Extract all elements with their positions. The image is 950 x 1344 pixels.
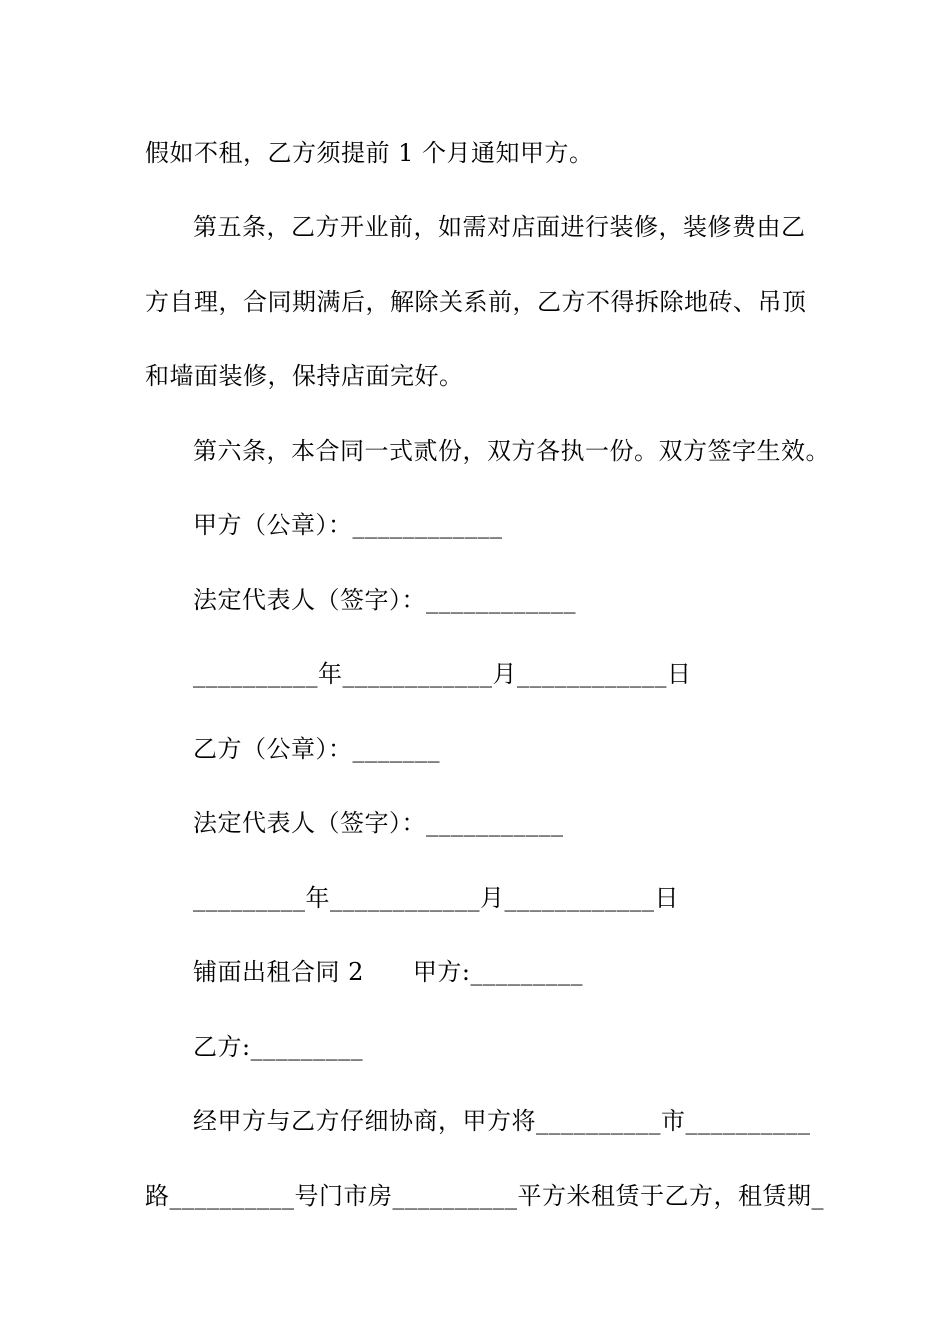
text-line-3: 方自理，合同期满后，解除关系前，乙方不得拆除地砖、吊顶 (145, 288, 807, 316)
text-line-1: 假如不租，乙方须提前 1 个月通知甲方。 (145, 139, 594, 167)
party-a-representative-line: 法定代表人（签字）：____________ (193, 586, 576, 614)
party-a-date-line: __________年____________月____________日 (193, 660, 692, 688)
contract-2-title-line: 铺面出租合同 2 甲方:_________ (193, 958, 583, 986)
text-line-2: 第五条，乙方开业前，如需对店面进行装修，装修费由乙 (193, 213, 806, 241)
party-b-seal-line: 乙方（公章）：_______ (193, 735, 440, 763)
party-a-seal-line: 甲方（公章）：____________ (193, 511, 503, 539)
text-line-14: 经甲方与乙方仔细协商，甲方将__________市__________ (193, 1107, 811, 1135)
contract-2-party-b-line: 乙方:_________ (193, 1033, 364, 1061)
text-line-15: 路__________号门市房__________平方米租赁于乙方，租赁期_ (145, 1182, 824, 1210)
party-b-date-line: _________年____________月____________日 (193, 884, 679, 912)
text-line-5: 第六条，本合同一式贰份，双方各执一份。双方签字生效。 (193, 437, 830, 465)
party-b-representative-line: 法定代表人（签字）：___________ (193, 809, 564, 837)
text-line-4: 和墙面装修，保持店面完好。 (145, 362, 464, 390)
